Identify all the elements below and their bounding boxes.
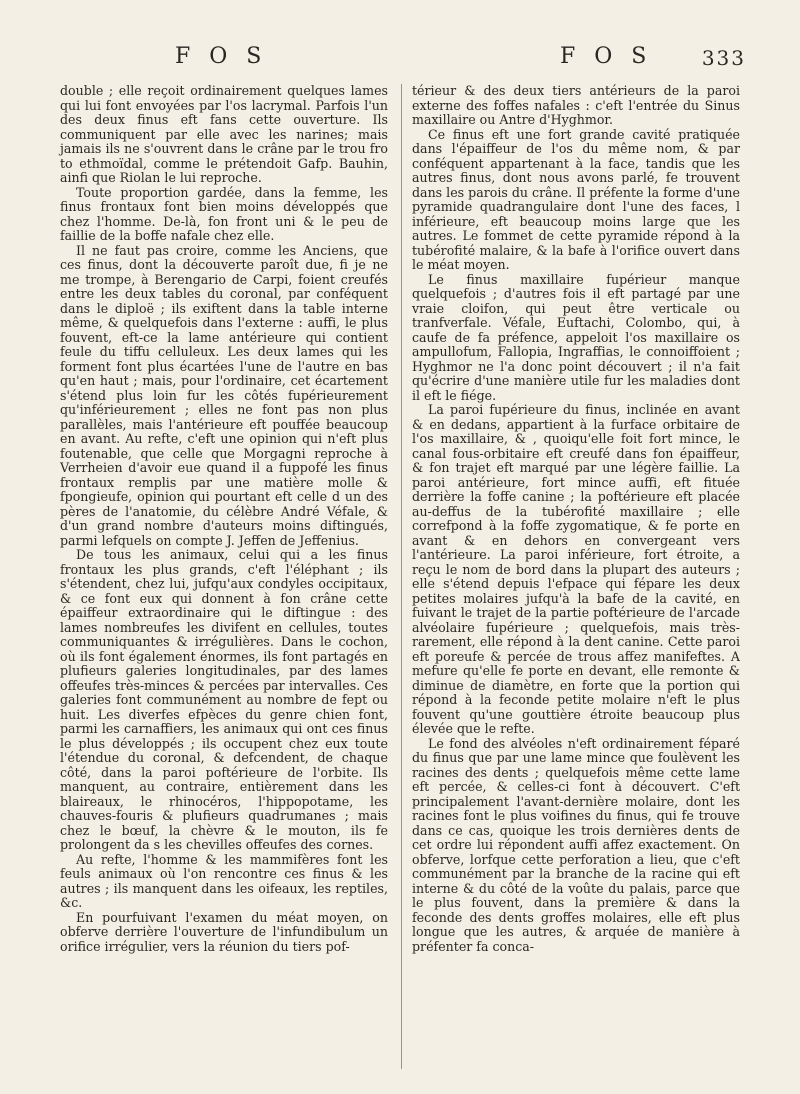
- running-title-left: F O S: [175, 44, 268, 69]
- running-title-right: F O S: [560, 44, 653, 69]
- right-text-column: [412, 84, 740, 954]
- column-divider: [401, 84, 402, 1069]
- paragraph: En pourfuivant l'examen du méat moyen, on obferve derrière l'ouverture de l'infundibulum un orifice irrégulier, vers la réunion du tiers pof-: [60, 909, 388, 954]
- running-header: [0, 44, 800, 74]
- paragraph: Le finus maxillaire fupérieur manque quelquefois ; d'autres fois il eft partagé par une vraie cloifon, qui peut être verticale ou tranfverfale. Véfale, Euftachi, Colombo, qui, à caufe de fa préfence, appeloit l'os maxillaire os ampullofum, Fallopia, Ingraffias, le connoiffoient ; Hyghmor ne l'a donc point découvert ; il n'a fait qu'écrire d'une manière utile fur les maladies dont il eft le fiége.: [412, 271, 740, 403]
- paragraph: La paroi fupérieure du finus, inclinée en avant & en dedans, appartient à la furface orbitaire de l'os maxillaire, & , quoiqu'elle foit fort mince, le canal fous-orbitaire eft creufé dans fon épaiffeur, & fon trajet eft marqué par une légère faillie. La paroi antérieure, fort mince auffi, eft fituée derrière la foffe canine ; la poftérieure eft placée au-deffus de la tubérofité maxillaire ; elle correfpond à la foffe zygomatique, & fe porte en avant & en dehors en convergeant vers l'antérieure. La paroi inférieure, fort étroite, a reçu le nom de bord dans la plupart des auteurs ; elle s'étend depuis l'efpace qui fépare les deux petites molaires jufqu'à la bafe de la cavité, en fuivant le trajet de la partie poftérieure de l'arcade alvéolaire fupérieure ; quelquefois, mais très-rarement, elle répond à la dent canine. Cette paroi eft poreufe & percée de trous affez manifeftes. A mefure qu'elle fe porte en devant, elle remonte & diminue de diamètre, en forte que la portion qui répond à la feconde petite molaire n'eft le plus fouvent qu'une gouttière étroite beaucoup plus élevée que le refte.: [412, 402, 740, 736]
- paragraph: Toute proportion gardée, dans la femme, les finus frontaux font bien moins développés que chez l'homme. De-là, fon front uni & le peu de faillie de la boffe nafale chez elle.: [60, 184, 388, 243]
- left-text-column: [60, 84, 388, 954]
- paragraph: Ce finus eft une fort grande cavité pratiquée dans l'épaiffeur de l'os du même nom, & par conféquent appartenant à la face, tandis que les autres finus, dont nous avons parlé, fe trouvent dans les parois du crâne. Il préfente la forme d'une pyramide quadrangulaire dont l'une des faces, l inférieure, eft beaucoup moins large que les autres. Le fommet de cette pyramide répond à la tubérofité malaire, & la bafe à l'orifice ouvert dans le méat moyen.: [412, 126, 740, 272]
- paragraph: Il ne faut pas croire, comme les Anciens, que ces finus, dont la découverte paroît due, fi je ne me trompe, à Berengario de Carpi, foient creufés entre les deux tables du coronal, par conféquent dans le diploë ; ils exiftent dans la table interne même, & quelquefois dans l'externe : auffi, le plus fouvent, eft-ce la lame antérieure qui contient feule du tiffu celluleux. Les deux lames qui les forment font plus écartées l'une de l'autre en bas qu'en haut ; mais, pour l'ordinaire, cet écartement s'étend plus loin fur les côtés fupérieurement qu'inférieurement ; elles ne font pas non plus parallèles, mais l'antérieure eft pouffée beaucoup en avant. Au refte, c'eft une opinion qui n'eft plus foutenable, que celle que Morgagni reproche à Verrheien d'avoir eue quand il a fuppofé les finus frontaux remplis par une matière molle & fpongieufe, opinion qui pourtant eft celle d un des pères de l'anatomie, du célèbre André Véfale, & d'un grand nombre d'auteurs moins diftingués, parmi lefquels on compte J. Jeffen de Jeffenius.: [60, 242, 388, 548]
- paragraph: De tous les animaux, celui qui a les finus frontaux les plus grands, c'eft l'éléphant ; ils s'étendent, chez lui, jufqu'aux condyles occipitaux, & ce font eux qui donnent à fon crâne cette épaiffeur extraordinaire qui le diftingue : des lames nombreufes les divifent en cellules, toutes communiquantes & irrégulières. Dans le cochon, où ils font également énormes, ils font partagés en plufieurs galeries longitudinales, par des lames offeufes très-minces & percées par intervalles. Ces galeries font communément au nombre de fept ou huit. Les diverfes efpèces du genre chien font, parmi les carnaffiers, les animaux qui ont ces finus le plus développés ; ils occupent chez eux toute l'étendue du coronal, & defcendent, de chaque côté, dans la paroi poftérieure de l'orbite. Ils manquent, au contraire, entièrement dans les blaireaux, le rhinocéros, l'hippopotame, les chauves-fouris & plufieurs quadrumanes ; mais chez le bœuf, la chèvre & le mouton, ils fe prolongent da s les chevilles offeufes des cornes.: [60, 547, 388, 852]
- paragraph: térieur & des deux tiers antérieurs de la paroi externe des foffes nafales : c'eft l'entrée du Sinus maxillaire ou Antre d'Hyghmor.: [412, 83, 740, 127]
- paragraph: Le fond des alvéoles n'eft ordinairement féparé du finus que par une lame mince que foulèvent les racines des dents ; quelquefois même cette lame eft percée, & celles-ci font à découvert. C'eft principalement l'avant-dernière molaire, dont les racines font le plus voifines du finus, qui fe trouve dans ce cas, quoique les trois dernières dents de cet ordre lui répondent auffi affez exactement. On obferve, lorfque cette perforation a lieu, que c'eft communément par la branche de la racine qui eft interne & du côté de la voûte du palais, parce que le plus fouvent, dans la première & dans la feconde des dents groffes molaires, elle eft plus longue que les autres, & arquée de manière à préfenter fa conca-: [412, 735, 740, 954]
- paragraph: Au refte, l'homme & les mammifères font les feuls animaux où l'on rencontre ces finus & les autres ; ils manquent dans les oifeaux, les reptiles, &c.: [60, 851, 388, 910]
- page-number: 333: [701, 46, 746, 70]
- paragraph: double ; elle reçoit ordinairement quelques lames qui lui font envoyées par l'os lacrymal. Parfois l'un des deux finus eft fans cette ouverture. Ils communiquent par elle avec les narines; mais jamais ils ne s'ouvrent dans le crâne par le trou fro to ethmoïdal, comme le prétendoit Gafp. Bauhin, ainfi que Riolan le lui reproche.: [60, 83, 388, 185]
